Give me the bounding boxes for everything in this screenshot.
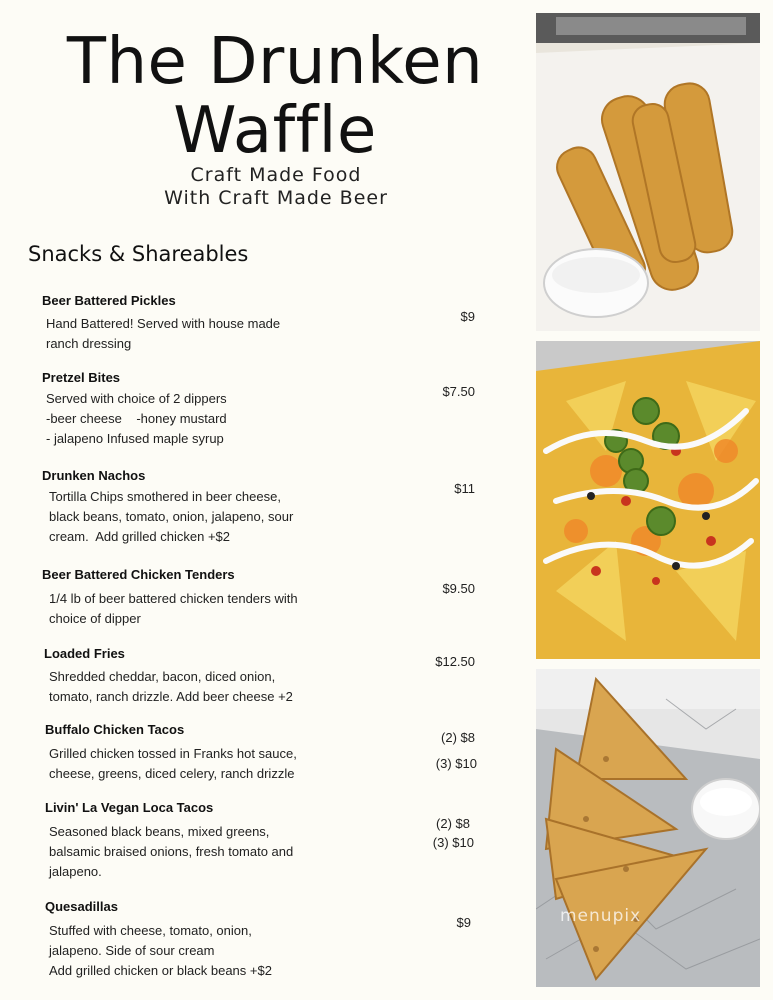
section-title: Snacks & Shareables <box>28 242 249 266</box>
menu-item-name: Quesadillas <box>45 899 118 914</box>
menu-item-desc-line: tomato, ranch drizzle. Add beer cheese +2 <box>49 689 293 704</box>
beer-battered-pickles-photo <box>536 13 760 331</box>
watermark: menupix <box>560 906 642 926</box>
quesadillas-photo <box>536 669 760 987</box>
menu-item-name: Livin' La Vegan Loca Tacos <box>45 800 214 815</box>
menu-item-name: Pretzel Bites <box>42 370 121 385</box>
menu-item-desc-line: cream. Add grilled chicken +$2 <box>49 529 231 544</box>
menu-item-name: Loaded Fries <box>44 646 125 661</box>
menu-item-desc-line: jalapeno. Side of sour cream <box>49 943 215 958</box>
menu-item-desc-line: choice of dipper <box>49 611 141 626</box>
tagline-line1: Craft Made Food <box>190 164 362 186</box>
menu-item-desc-line: Shredded cheddar, bacon, diced onion, <box>49 669 276 684</box>
menu-item-desc-line: cheese, greens, diced celery, ranch drizzle <box>49 766 295 781</box>
menu-item-price: $12.50 <box>435 654 475 669</box>
menu-item-price: $9 <box>456 915 471 930</box>
menu-item-desc-line: Seasoned black beans, mixed greens, <box>49 824 270 839</box>
menu-item-desc-line: ranch dressing <box>46 336 132 351</box>
restaurant-name-line2: Waffle <box>173 94 377 168</box>
menu-item-price: $11 <box>454 481 475 496</box>
menu-item-desc-line: Hand Battered! Served with house made <box>46 316 281 331</box>
menu-item-price-alt: (3) $10 <box>432 835 474 850</box>
restaurant-name-line1: The Drunken <box>66 25 484 99</box>
menu-item-desc-line: - jalapeno Infused maple syrup <box>46 431 224 446</box>
menu-item-name: Beer Battered Pickles <box>42 293 176 308</box>
menu-item-name: Buffalo Chicken Tacos <box>45 722 185 737</box>
menu-item-desc-line: Stuffed with cheese, tomato, onion, <box>49 923 252 938</box>
menu-item-price: (2) $8 <box>436 816 470 831</box>
menu-item-desc-line: Grilled chicken tossed in Franks hot sauce, <box>49 746 297 761</box>
menu-item-price: (2) $8 <box>441 730 475 745</box>
menu-item-name: Drunken Nachos <box>42 468 146 483</box>
menu-item-desc-line: -beer cheese -honey mustard <box>46 411 227 426</box>
menu-item-price: $9.50 <box>442 581 475 596</box>
menu-item-desc-line: 1/4 lb of beer battered chicken tenders with <box>49 591 298 606</box>
menu-item-name: Beer Battered Chicken Tenders <box>42 567 235 582</box>
menu-item-desc-line: Tortilla Chips smothered in beer cheese, <box>49 489 281 504</box>
menu-item-price-alt: (3) $10 <box>435 756 477 771</box>
menu-item-desc-line: balsamic braised onions, fresh tomato and <box>49 844 294 859</box>
menu-item-price: $9 <box>460 309 475 324</box>
menu-item-desc-line: black beans, tomato, onion, jalapeno, sour <box>49 509 294 524</box>
menu-item-desc-line: Served with choice of 2 dippers <box>46 391 227 406</box>
drunken-nachos-photo <box>536 341 760 659</box>
tagline-line2: With Craft Made Beer <box>164 187 388 209</box>
menu-item-price: $7.50 <box>442 384 475 399</box>
menu-item-desc-line: Add grilled chicken or black beans +$2 <box>49 963 272 978</box>
menu-item-desc-line: jalapeno. <box>49 864 102 879</box>
